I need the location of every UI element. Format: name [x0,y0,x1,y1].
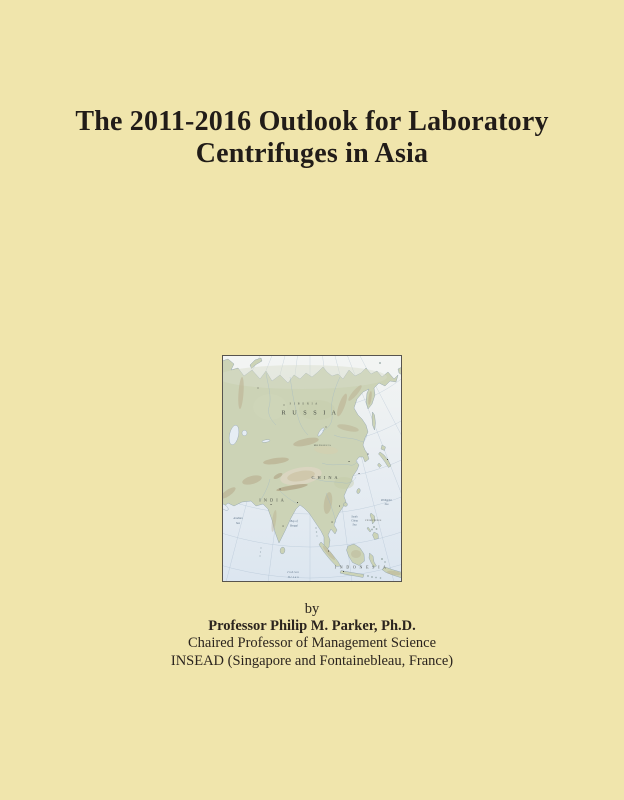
lesser-sunda-island [380,577,381,578]
map-label-philippine-sea-line2: Sea [384,503,389,506]
map-label-south-china-sea-line1: South [351,515,358,519]
institution: INSEAD (Singapore and Fontainebleau, France) [170,652,454,669]
maluku-island [381,558,383,560]
visayas-island [376,528,377,529]
andaman-island [316,528,317,529]
report-title [0,106,624,170]
maldives-island [260,552,261,553]
asia-map-image [222,355,402,582]
lesser-sunda-island [375,577,376,578]
aral-sea [242,430,247,436]
lesser-sunda-island [371,576,372,577]
map-label-indian-ocean-line2: Ocean [287,575,300,579]
map-label-arabian-sea-line1: Arabian [233,517,243,520]
report-title-line-2: Centrifuges in Asia [195,138,429,169]
map-label-china: C H I N A [311,475,339,480]
map-label-philippines: PHILIPPINES [365,520,382,522]
credit-block [0,601,624,670]
andaman-island [316,532,317,533]
map-label-siberia: S I B E R I A [289,402,319,406]
map-label-arabian-sea-line2: Sea [235,522,241,525]
lesser-sunda-island [367,575,368,576]
report-title-line-1: The 2011-2016 Outlook for Laboratory [75,106,549,137]
andaman-island [317,536,318,537]
byline-label: by [304,601,320,617]
maldives-island [260,556,261,557]
map-label-south-china-sea-line2: China [351,519,358,523]
map-label-indonesia: I N D O N E S I A [334,565,388,570]
visayas-island [371,529,372,530]
maluku-island [384,561,385,562]
map-label-indian-ocean-line1: Indian [287,570,300,574]
map-label-philippine-sea-line1: Philippine [381,499,392,502]
map-label-bay-of-bengal-line2: Bengal [290,524,298,528]
maldives-island [261,548,262,549]
map-label-mongolia: MONGOLIA [313,444,332,447]
asia-map [222,355,402,582]
map-label-india: I N D I A [259,497,285,503]
map-label-russia: R U S S I A [281,409,339,417]
hainan [344,503,348,507]
author-name: Professor Philip M. Parker, Ph.D. [208,618,416,635]
map-label-bay-of-bengal-line1: Bay of [290,520,298,523]
wrangel-island [379,362,381,364]
author-role: Chaired Professor of Management Science [187,635,437,652]
map-label-south-china-sea-line3: Sea [352,523,357,527]
visayas-island [373,526,375,528]
